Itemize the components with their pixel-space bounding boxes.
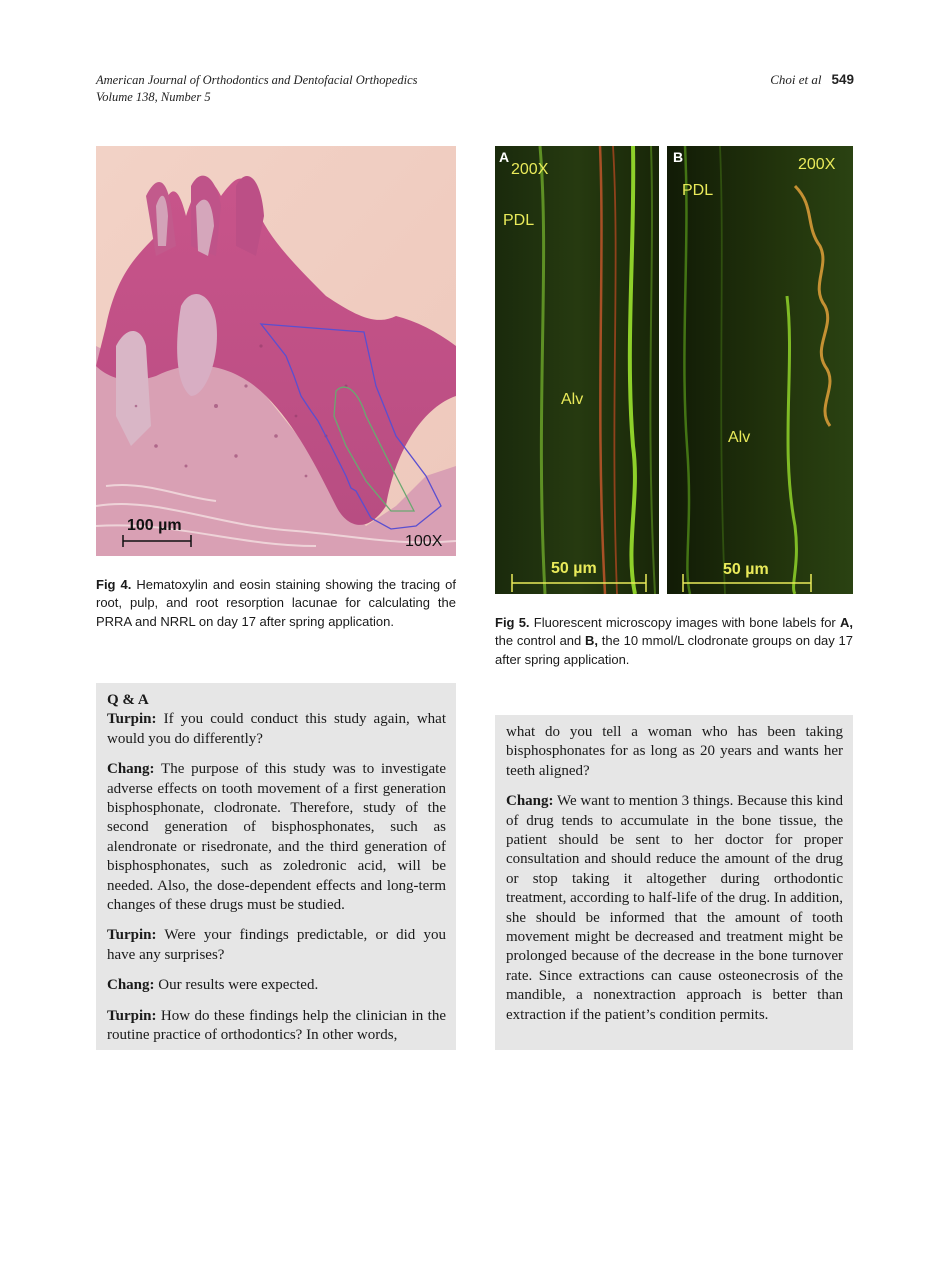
figure-5-caption [495,614,853,669]
fig5-panel-b [667,146,853,594]
figure-4-caption [96,576,456,631]
qa-speaker: Turpin: [107,711,157,728]
fig5-b-scale: 50 µm [723,561,769,578]
qa-box-right [495,715,853,1050]
qa-text: Were your findings predictable, or did you have any surprises? [107,927,446,963]
qa-text: We want to mention 3 things. Because this kind of drug tends to accumulate in the bone tissue, the patient should be sent to her doctor for proper consultation and should reduce the amount of the drug or stop taking it altogether during orthodontic treatment, according to half-life of the drug. In addition, she should be informed that the amount of tooth movement might be decreased and treatment might be prolonged because of the decrease in the bone turnover rate. Since extractions can cause osteonecrosis of the mandible, a nonextraction approach is better than extraction if the patient’s condition permits. [506,793,843,1023]
qa-title: Q & A [107,692,149,708]
fig5-a-letter: A [499,149,510,165]
running-header-page [770,72,854,88]
page-number: 549 [831,72,854,87]
qa-speaker: Turpin: [107,927,157,944]
fig5-caption-a: A, [839,615,853,630]
fig5-b-letter: B [673,149,684,165]
fig5-caption-mid: the control and [495,633,582,649]
figure-5-image [495,146,853,594]
fig5-caption-pre: Fluorescent microscopy images with bone labels for [533,615,836,630]
qa-speaker: Chang: [506,793,554,810]
fig5-b-alv: Alv [728,429,751,446]
fig5-b-pdl: PDL [682,182,714,199]
fig5-a-pdl: PDL [503,212,535,229]
fig5-caption-b: B, [585,633,599,649]
fluorescence-illustration [495,146,853,594]
fig5-caption-post: the 10 mmol/L clodronate groups on day 17 after spring application. [495,633,853,667]
fig5-panel-a [495,146,659,594]
qa-speaker: Turpin: [107,1007,157,1024]
header-authors: Choi et al [770,72,822,87]
qa-continuation: what do you tell a woman who has been taking bisphosphonates for as long as 20 years and wants her teeth aligned? [506,724,843,779]
qa-entry [107,976,446,995]
journal-title: American Journal of Orthodontics and Dentofacial Orthopedics [96,73,418,87]
qa-entry [107,760,446,915]
qa-box-left [96,683,456,1050]
qa-speaker: Chang: [107,977,155,994]
fig5-b-mag: 200X [798,156,836,173]
fig4-caption-text: Hematoxylin and eosin staining showing the tracing of root, pulp, and root resorption lacunae for calculating the PRRA and NRRL on day 17 after spring application. [96,577,456,629]
qa-speaker: Chang: [107,761,155,778]
figure-4-image [96,146,456,556]
qa-entry [107,926,446,965]
qa-entry [107,710,446,749]
qa-text: If you could conduct this study again, what would you do differently? [107,711,447,747]
journal-volume: Volume 138, Number 5 [96,90,211,104]
qa-entry [107,1007,446,1046]
running-header-journal [96,72,418,106]
fig4-scale-label: 100 µm [127,517,182,534]
qa-text: The purpose of this study was to investigate adverse effects on tooth movement of a first generation bisphosphonate, clodronate. Therefore, study of the second generation of bisphosphonates, such as alendronate or risedronate, and the third generation of bisphosphonates, such as zoledronic acid, will be needed. Also, the dose-dependent effects and long-term changes of these drugs must be studied. [107,761,446,914]
fig5-a-alv: Alv [561,391,584,408]
fig4-caption-label: Fig 4. [96,577,132,592]
qa-entry [506,792,843,1025]
qa-text: Our results were expected. [158,977,319,994]
fig5-caption-label: Fig 5. [495,615,530,630]
fig5-a-mag: 200X [511,161,549,178]
fig5-a-scale: 50 µm [551,560,597,577]
histology-illustration [96,146,456,556]
qa-text: How do these findings help the clinician in the routine practice of orthodontics? In other words, [107,1007,446,1044]
fig4-mag-label: 100X [405,533,443,550]
